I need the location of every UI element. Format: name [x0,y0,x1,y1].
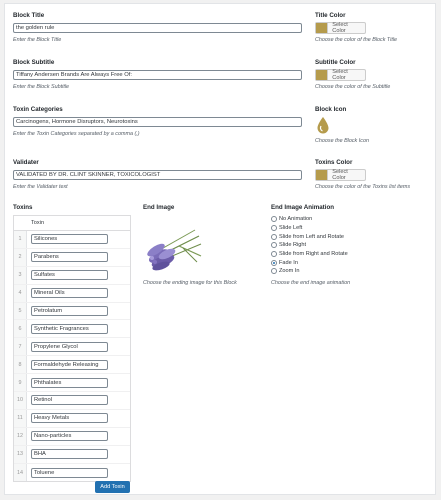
toxin-input[interactable]: Toluene [31,468,108,478]
table-row [14,356,130,374]
radio-label: Slide from Right and Rotate [279,251,348,258]
title-color-label: Title Color [315,12,346,19]
toxins-label: Toxins [13,204,33,211]
row-number[interactable]: 2 [14,249,27,266]
toxin-input[interactable]: Propylene Glycol [31,342,108,352]
row-number[interactable]: 11 [14,410,27,427]
block-subtitle-help: Enter the Block Subtitle [13,84,70,90]
block-icon-help: Choose the Block Icon [315,138,369,144]
block-subtitle-input[interactable]: Tiffany Andersen Brands Are Always Free Of: [13,70,302,80]
title-color-button-label: Select Color [332,22,348,34]
radio-label: Slide Right [279,242,307,249]
toxin-input[interactable]: Synthetic Fragrances [31,324,108,334]
block-icon-label: Block Icon [315,106,347,113]
block-subtitle-label: Block Subtitle [13,59,55,66]
row-number[interactable]: 3 [14,267,27,284]
row-number[interactable]: 12 [14,428,27,445]
validater-input[interactable]: VALIDATED BY DR. CLINT SKINNER, TOXICOLOGIST [13,170,302,180]
block-title-input[interactable]: the golden rule [13,23,302,33]
radio-button[interactable] [271,225,277,231]
row-number[interactable]: 7 [14,338,27,355]
title-color-button[interactable] [315,22,366,34]
radio-label: No Animation [279,216,313,223]
row-number[interactable]: 4 [14,285,27,302]
subtitle-color-label: Subtitle Color [315,59,356,66]
toxin-input[interactable]: Parabens [31,252,108,262]
row-number[interactable]: 5 [14,303,27,320]
toxin-input[interactable]: Silicones [31,234,108,244]
table-row [14,303,130,321]
block-title-help: Enter the Block Title [13,37,62,43]
toxin-input[interactable]: Sulfates [31,270,108,280]
radio-label: Fade In [279,259,298,266]
subtitle-color-button-label: Select Color [332,69,348,81]
toxin-rows [14,231,130,481]
toxin-categories-help: Enter the Toxin Categories separated by a comma (,) [13,131,140,137]
block-title-label: Block Title [13,12,45,19]
radio-zoom-in[interactable] [271,267,411,276]
toxins-color-help: Choose the color of the Toxins list items [315,184,411,190]
table-row [14,249,130,267]
animation-radio-group [271,215,411,276]
radio-button[interactable] [271,234,277,240]
subtitle-color-swatch [316,70,328,80]
radio-button[interactable] [271,251,277,257]
end-image-preview[interactable] [143,216,203,276]
table-row [14,320,130,338]
radio-button[interactable] [271,216,277,222]
radio-slide-right[interactable] [271,241,411,250]
toxin-categories-label: Toxin Categories [13,106,63,113]
radio-button-selected[interactable] [271,260,277,266]
toxin-input[interactable]: Petrolatum [31,306,108,316]
end-image-help: Choose the ending image for this Block [143,280,237,286]
table-row [14,410,130,428]
toxin-input[interactable]: Retinol [31,395,108,405]
row-number[interactable]: 14 [14,464,27,482]
table-row [14,428,130,446]
end-image-label: End Image [143,204,175,211]
toxin-input[interactable]: BHA [31,449,108,459]
radio-label: Zoom In [279,268,300,275]
table-row [14,285,130,303]
radio-label: Slide Left [279,225,303,232]
table-row [14,392,130,410]
radio-slide-left[interactable] [271,224,411,233]
toxin-input[interactable]: Mineral Oils [31,288,108,298]
toxin-categories-input[interactable]: Carcinogens, Hormone Disruptors, Neurotoxins [13,117,302,127]
title-color-help: Choose the color of the Block Title [315,37,398,43]
toxins-table [13,215,131,482]
toxins-color-button-label: Select Color [332,169,348,181]
water-drop-icon[interactable] [316,116,330,135]
radio-button[interactable] [271,242,277,248]
table-row [14,338,130,356]
table-row [14,374,130,392]
subtitle-color-help: Choose the color of the Subtitle [315,84,391,90]
validater-label: Validater [13,159,39,166]
toxin-input[interactable]: Formaldehyde Releasing [31,360,108,370]
end-image-animation-help: Choose the end image animation [271,280,351,286]
radio-slide-left-rotate[interactable] [271,232,411,241]
radio-no-animation[interactable] [271,215,411,224]
toxin-column-header: Toxin [14,216,130,231]
add-toxin-button[interactable]: Add Toxin [95,481,130,493]
row-number[interactable]: 8 [14,356,27,373]
block-settings-panel [4,3,436,495]
table-row [14,267,130,285]
row-number[interactable]: 6 [14,320,27,337]
row-number[interactable]: 13 [14,446,27,463]
radio-label: Slide from Left and Rotate [279,233,344,240]
toxin-input[interactable]: Nano-particles [31,431,108,441]
row-number[interactable]: 1 [14,231,27,248]
table-row [14,464,130,482]
table-row [14,231,130,249]
lavender-image [143,216,203,276]
validater-help: Enter the Validater text [13,184,68,190]
title-color-swatch [316,23,328,33]
toxin-input[interactable]: Phthalates [31,378,108,388]
toxins-color-swatch [316,170,328,180]
end-image-animation-label: End Image Animation [271,204,335,211]
radio-slide-right-rotate[interactable] [271,250,411,259]
table-row [14,446,130,464]
toxins-color-button[interactable] [315,169,366,181]
subtitle-color-button[interactable] [315,69,366,81]
radio-button[interactable] [271,268,277,274]
row-number[interactable]: 10 [14,392,27,409]
radio-fade-in[interactable] [271,258,411,267]
row-number[interactable]: 9 [14,374,27,391]
toxin-input[interactable]: Heavy Metals [31,413,108,423]
toxins-color-label: Toxins Color [315,159,353,166]
